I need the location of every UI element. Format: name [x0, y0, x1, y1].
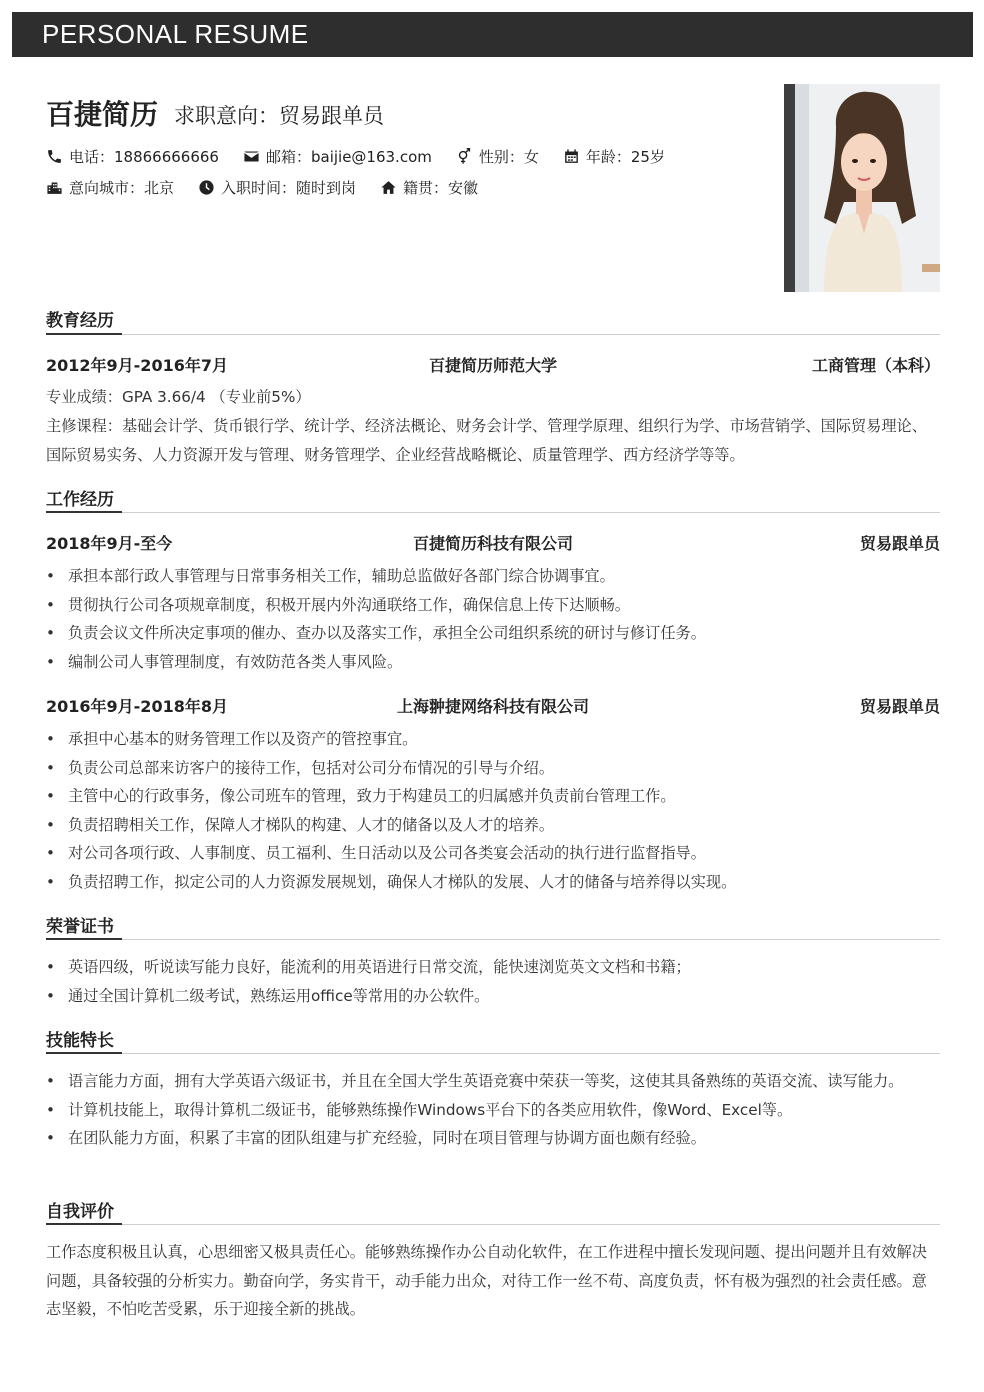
contact-row-1: [46, 146, 689, 167]
contact-hometown-text: 籍贯：安徽: [403, 179, 479, 197]
job-duty: • 编制公司人事管理制度，有效防范各类人事风险。: [46, 648, 940, 677]
skills-divider: [46, 1053, 940, 1054]
self-eval-title: 自我评价: [46, 1202, 114, 1222]
profile-photo: [784, 84, 940, 292]
contact-phone-text: 电话：18866666666: [69, 148, 219, 166]
contact-city: [46, 177, 174, 198]
honors-list: [46, 953, 940, 1010]
job-company: 百捷简历科技有限公司: [412, 534, 573, 553]
honor-item: • 英语四级，听说读写能力良好，能流利的用英语进行日常交流，能快速浏览英文文档和书籍；: [46, 953, 940, 982]
job-duties: [46, 562, 940, 676]
skill-item: • 在团队能力方面，积累了丰富的团队组建与扩充经验，同时在项目管理与协调方面也颇有经验。: [46, 1124, 940, 1153]
contact-hometown: [380, 177, 478, 198]
job-duty: • 负责公司总部来访客户的接待工作，包括对公司分布情况的引导与介绍。: [46, 754, 940, 783]
contact-row-2: [46, 177, 502, 198]
contact-phone: [46, 146, 219, 167]
skill-item: • 计算机技能上，取得计算机二级证书，能够熟练操作Windows平台下的各类应用软件，像Word、Excel等。: [46, 1096, 940, 1125]
clock-icon: [198, 179, 215, 196]
self-eval-text: 工作态度积极且认真，心思细密又极具责任心。能够熟练操作办公自动化软件，在工作进程中擅长发现问题、提出问题并且有效解决问题，具备较强的分析实力。勤奋向学，务实肯干，动手能力出众，对待工作一丝不苟、高度负责，怀有极为强烈的社会责任感。意志坚毅，不怕吃苦受累，乐于迎接全新的挑战。: [46, 1243, 927, 1318]
job-period: 2018年9月-至今: [46, 534, 173, 553]
self-eval-divider: [46, 1224, 940, 1225]
honors-title: 荣誉证书: [46, 917, 114, 937]
job-duty: • 承担本部行政人事管理与日常事务相关工作，辅助总监做好各部门综合协调事宜。: [46, 562, 940, 591]
banner-title: PERSONAL RESUME: [42, 19, 309, 49]
phone-icon: [46, 148, 63, 165]
education-major: 工商管理（本科）: [811, 356, 940, 375]
home-icon: [380, 179, 397, 196]
education-title: 教育经历: [46, 311, 114, 331]
job-role: 贸易跟单员: [859, 697, 940, 716]
contact-email: [243, 146, 432, 167]
contact-city-text: 意向城市：北京: [69, 179, 175, 197]
mail-icon: [243, 148, 260, 165]
job-duty: • 负责招聘相关工作，保障人才梯队的构建、人才的储备以及人才的培养。: [46, 811, 940, 840]
job-duty: • 负责会议文件所决定事项的催办、查办以及落实工作，承担全公司组织系统的研讨与修订任务。: [46, 619, 940, 648]
city-icon: [46, 179, 63, 196]
job-duty: • 贯彻执行公司各项规章制度，积极开展内外沟通联络工作，确保信息上传下达顺畅。: [46, 591, 940, 620]
education-school: 百捷简历师范大学: [428, 356, 557, 375]
job-duties: [46, 725, 940, 896]
contact-age: [563, 146, 665, 167]
skill-item: • 语言能力方面，拥有大学英语六级证书，并且在全国大学生英语竞赛中荣获一等奖，这使其具备熟练的英语交流、读写能力。: [46, 1067, 940, 1096]
work-title: 工作经历: [46, 490, 114, 510]
job-duty: • 主管中心的行政事务，像公司班车的管理，致力于构建员工的归属感并负责前台管理工作。: [46, 782, 940, 811]
honors-divider: [46, 939, 940, 940]
candidate-name: 百捷简历: [46, 98, 159, 131]
job-period: 2016年9月-2018年8月: [46, 697, 228, 716]
contact-age-text: 年龄：25岁: [585, 148, 665, 166]
job-duty: • 承担中心基本的财务管理工作以及资产的管控事宜。: [46, 725, 940, 754]
work-divider: [46, 512, 940, 513]
contact-start-text: 入职时间：随时到岗: [221, 179, 357, 197]
job-company: 上海翀捷网络科技有限公司: [396, 697, 589, 716]
honor-item: • 通过全国计算机二级考试，熟练运用office等常用的办公软件。: [46, 982, 940, 1011]
job-duty: • 对公司各项行政、人事制度、员工福利、生日活动以及公司各类宴会活动的执行进行监督指导。: [46, 839, 940, 868]
calendar-icon: [563, 148, 580, 165]
resume-banner: [12, 12, 973, 57]
gender-icon: [456, 148, 473, 165]
portrait-illustration: [784, 84, 940, 292]
contact-gender-text: 性别：女: [478, 148, 539, 166]
skills-list: [46, 1067, 940, 1153]
education-period: 2012年9月-2016年7月: [46, 356, 228, 375]
job-duty: • 负责招聘工作，拟定公司的人力资源发展规划，确保人才梯队的发展、人才的储备与培养得以实现。: [46, 868, 940, 897]
contact-start: [198, 177, 356, 198]
skills-title: 技能特长: [46, 1031, 114, 1051]
job-target: 求职意向：贸易跟单员: [174, 104, 384, 128]
contact-email-text: 邮箱：baijie@163.com: [265, 148, 432, 166]
education-courses: 主修课程：基础会计学、货币银行学、统计学、经济法概论、财务会计学、管理学原理、组织行为学、市场营销学、国际贸易理论、国际贸易实务、人力资源开发与管理、财务管理学、企业经营战略概论、质量管理学、西方经济学等等。: [46, 417, 927, 464]
education-score: 专业成绩：GPA 3.66/4 （专业前5%）: [46, 388, 311, 406]
contact-gender: [456, 146, 539, 167]
job-role: 贸易跟单员: [859, 534, 940, 553]
education-divider: [46, 334, 940, 335]
